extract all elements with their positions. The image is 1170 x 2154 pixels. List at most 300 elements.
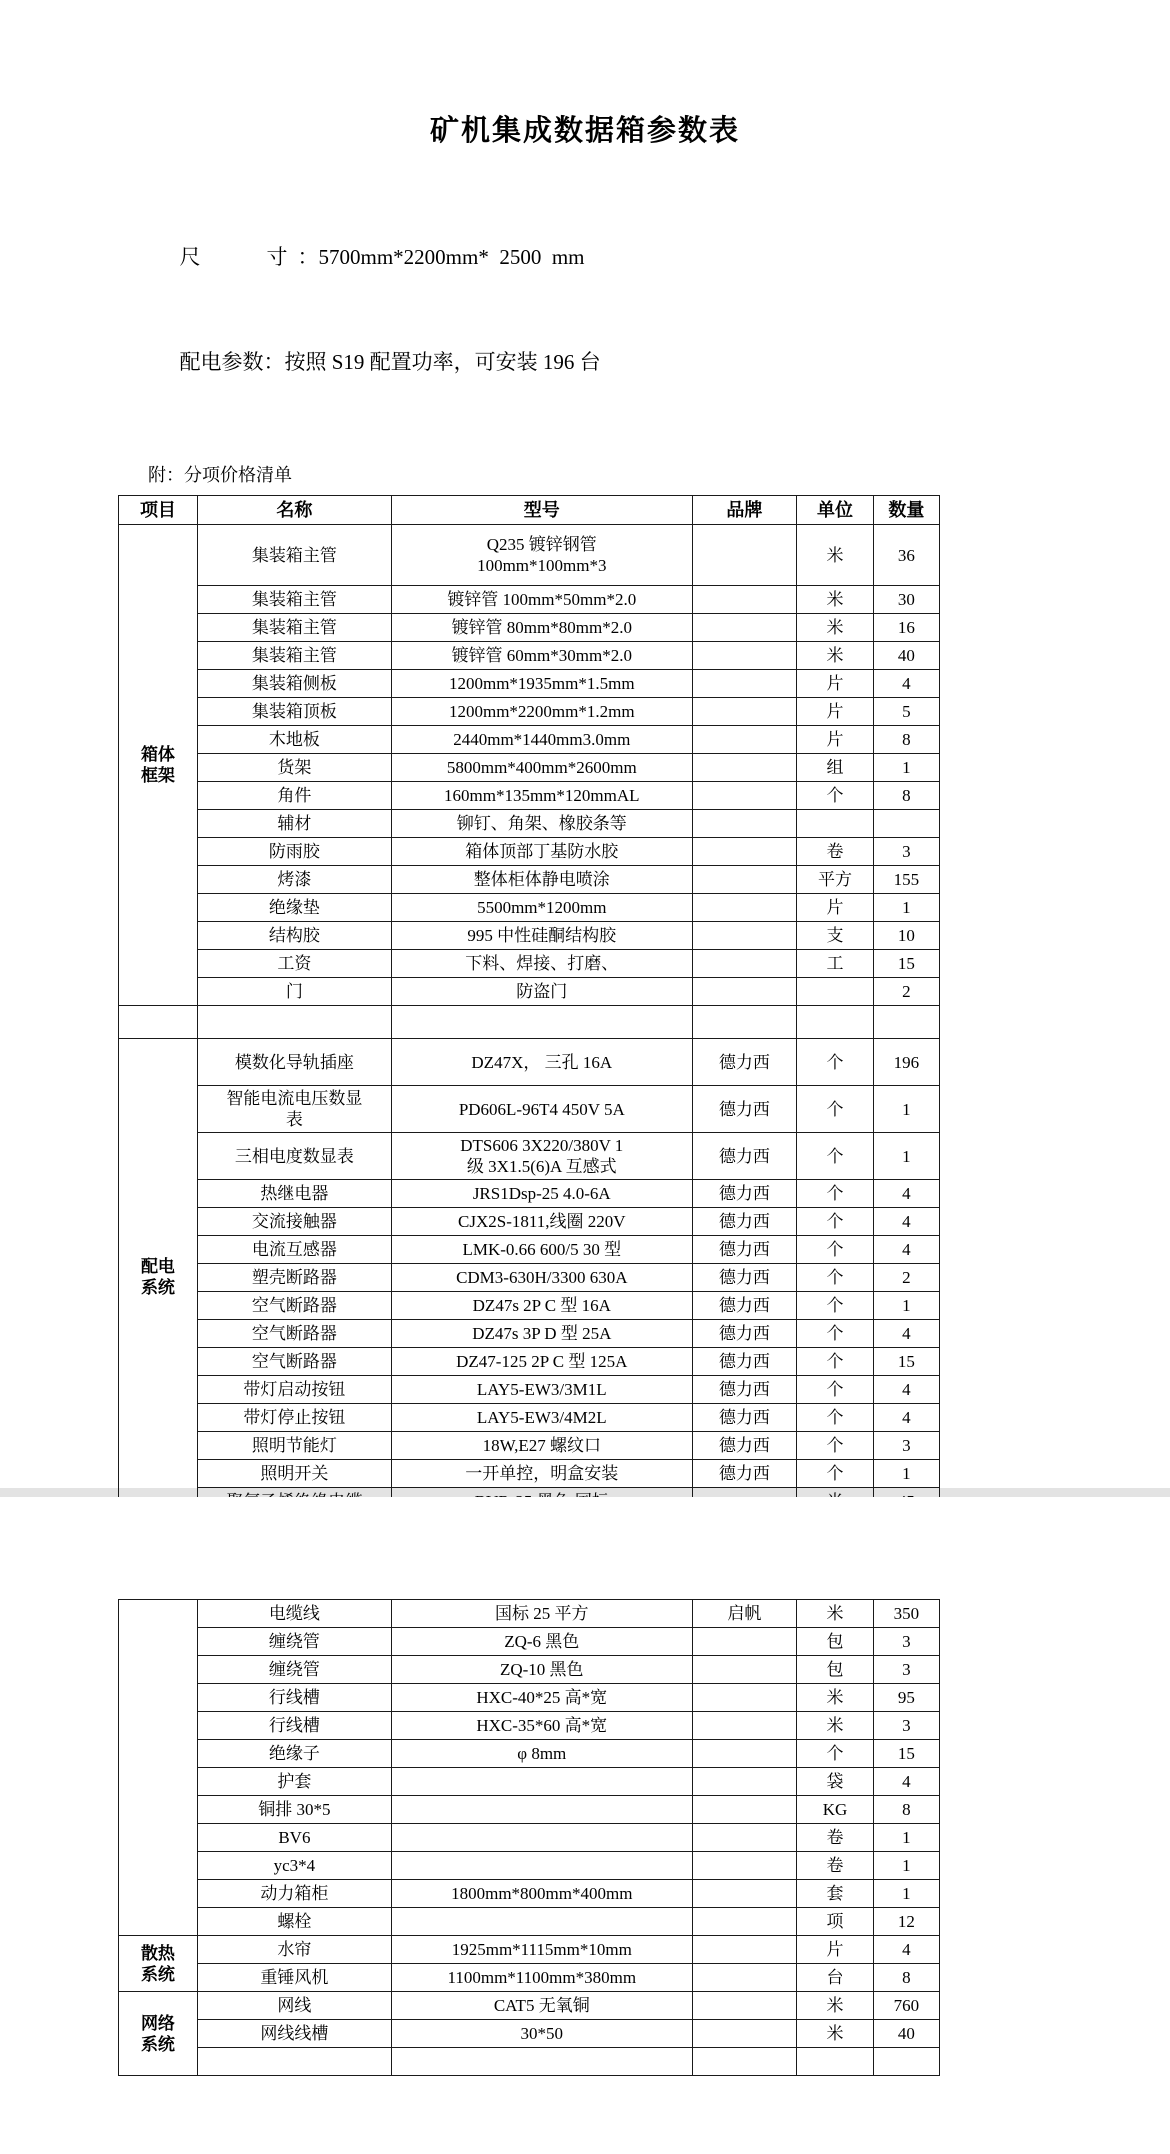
cell-name: yc3*4: [197, 1852, 391, 1880]
cell-model: 160mm*135mm*120mmAL: [391, 782, 692, 810]
cell-model: ZQ-6 黑色: [391, 1628, 692, 1656]
cell-quantity: 5: [873, 698, 939, 726]
cell-unit: 片: [797, 1936, 874, 1964]
cell-model: [391, 1908, 692, 1936]
cell-quantity: 15: [873, 1348, 939, 1376]
cell-unit: 平方: [797, 866, 874, 894]
cell-brand: [692, 838, 796, 866]
cell-model: LAY5-EW3/3M1L: [391, 1376, 692, 1404]
table-row: [119, 670, 940, 698]
cell-model: 18W,E27 螺纹口: [391, 1432, 692, 1460]
cell-model: 30*50: [391, 2020, 692, 2048]
cell-quantity: 1: [873, 894, 939, 922]
cell-brand: 启帆: [692, 1600, 796, 1628]
cell-quantity: 1: [873, 1133, 939, 1180]
cell-quantity: 4: [873, 1320, 939, 1348]
cell-quantity: 2: [873, 978, 939, 1006]
cell-name: 角件: [197, 782, 391, 810]
price-table-page-1: [118, 495, 940, 1516]
cell-name: 防雨胶: [197, 838, 391, 866]
cell-model: 国标 25 平方: [391, 1600, 692, 1628]
table-row: [119, 1348, 940, 1376]
table-row: [119, 642, 940, 670]
cell-quantity: 4: [873, 670, 939, 698]
cell-quantity: 4: [873, 1180, 939, 1208]
cell-brand: [692, 2020, 796, 2048]
spacer-cell: [197, 1006, 391, 1039]
table-row: [119, 1992, 940, 2020]
cell-name: 结构胶: [197, 922, 391, 950]
cell-name: 网线线槽: [197, 2020, 391, 2048]
table-row: [119, 2048, 940, 2076]
table-row: [119, 1086, 940, 1133]
cell-model: 1100mm*1100mm*380mm: [391, 1964, 692, 1992]
cell-unit: KG: [797, 1796, 874, 1824]
cell-brand: [692, 1656, 796, 1684]
cell-brand: 德力西: [692, 1404, 796, 1432]
table-row: [119, 1936, 940, 1964]
cell-model: [391, 2048, 692, 2076]
cell-unit: 米: [797, 1600, 874, 1628]
cell-model: CAT5 无氧铜: [391, 1992, 692, 2020]
cell-name: 集装箱主管: [197, 614, 391, 642]
cell-brand: 德力西: [692, 1432, 796, 1460]
cell-unit: 个: [797, 1086, 874, 1133]
cell-model: 镀锌管 100mm*50mm*2.0: [391, 586, 692, 614]
table-body-page-1: [119, 525, 940, 1516]
cell-quantity: 3: [873, 1656, 939, 1684]
table-row: [119, 1880, 940, 1908]
spacer-cell: [692, 1006, 796, 1039]
cell-brand: [692, 1628, 796, 1656]
cell-quantity: 1: [873, 1852, 939, 1880]
cell-name: 照明节能灯: [197, 1432, 391, 1460]
cell-brand: 德力西: [692, 1180, 796, 1208]
cell-quantity: 4: [873, 1936, 939, 1964]
cell-brand: [692, 1880, 796, 1908]
cell-model: Q235 镀锌钢管 100mm*100mm*3: [391, 525, 692, 586]
cell-name: 空气断路器: [197, 1348, 391, 1376]
cell-brand: [692, 922, 796, 950]
table-row: [119, 1600, 940, 1628]
cell-model: PD606L-96T4 450V 5A: [391, 1086, 692, 1133]
cell-brand: [692, 1852, 796, 1880]
cell-brand: [692, 670, 796, 698]
cell-model: [391, 1852, 692, 1880]
table-row: [119, 614, 940, 642]
cell-quantity: 8: [873, 782, 939, 810]
cell-unit: 套: [797, 1880, 874, 1908]
table-row: [119, 922, 940, 950]
cell-unit: 片: [797, 894, 874, 922]
cell-unit: 米: [797, 586, 874, 614]
cell-unit: 米: [797, 525, 874, 586]
cell-quantity: 760: [873, 1992, 939, 2020]
cell-quantity: 2: [873, 1264, 939, 1292]
cell-brand: [692, 894, 796, 922]
cell-unit: 米: [797, 2020, 874, 2048]
cell-name: 缠绕管: [197, 1628, 391, 1656]
cell-name: 绝缘子: [197, 1740, 391, 1768]
cell-quantity: 4: [873, 1376, 939, 1404]
table-row: [119, 1824, 940, 1852]
table-row: [119, 950, 940, 978]
project-group-cell: [119, 1600, 198, 1936]
table-row: [119, 1628, 940, 1656]
cell-quantity: 4: [873, 1768, 939, 1796]
cell-model: 一开单控，明盒安装: [391, 1460, 692, 1488]
table-row: [119, 1740, 940, 1768]
cell-unit: 米: [797, 642, 874, 670]
cell-quantity: [873, 2048, 939, 2076]
cell-model: 2440mm*1440mm3.0mm: [391, 726, 692, 754]
cell-brand: 德力西: [692, 1208, 796, 1236]
cell-name: 集装箱主管: [197, 586, 391, 614]
document-page-2: [0, 1497, 1170, 2076]
cell-model: φ 8mm: [391, 1740, 692, 1768]
spec-label-size: 尺 寸: [179, 245, 288, 269]
cell-name: 带灯停止按钮: [197, 1404, 391, 1432]
cell-unit: 组: [797, 754, 874, 782]
table-row: [119, 1208, 940, 1236]
cell-quantity: 3: [873, 838, 939, 866]
cell-quantity: 1: [873, 1880, 939, 1908]
spec-label-power: 配电参数: [179, 350, 264, 374]
cell-brand: 德力西: [692, 1133, 796, 1180]
cell-unit: 米: [797, 1684, 874, 1712]
cell-name: 螺栓: [197, 1908, 391, 1936]
attachment-label: 附：分项价格清单: [148, 465, 292, 485]
cell-model: DZ47s 2P C 型 16A: [391, 1292, 692, 1320]
cell-name: 重锤风机: [197, 1964, 391, 1992]
cell-unit: 个: [797, 1180, 874, 1208]
table-header-row: [119, 496, 940, 525]
table-row: [119, 894, 940, 922]
cell-quantity: 15: [873, 1740, 939, 1768]
cell-name: 电缆线: [197, 1600, 391, 1628]
cell-model: 1200mm*1935mm*1.5mm: [391, 670, 692, 698]
cell-quantity: 1: [873, 1824, 939, 1852]
column-header-project: 项目: [119, 496, 198, 525]
cell-brand: [692, 642, 796, 670]
cell-name: 集装箱主管: [197, 642, 391, 670]
cell-name: 木地板: [197, 726, 391, 754]
table-row: [119, 1432, 940, 1460]
cell-model: CJX2S-1811,线圈 220V: [391, 1208, 692, 1236]
cell-unit: 台: [797, 1964, 874, 1992]
table-row: [119, 866, 940, 894]
cell-name: 水帘: [197, 1936, 391, 1964]
cell-brand: [692, 1992, 796, 2020]
cell-unit: 袋: [797, 1768, 874, 1796]
cell-model: 整体柜体静电喷涂: [391, 866, 692, 894]
table-row: [119, 1180, 940, 1208]
table-row: [119, 1376, 940, 1404]
project-group-cell: 配电 系统: [119, 1039, 198, 1516]
cell-name: 网线: [197, 1992, 391, 2020]
table-row: [119, 1852, 940, 1880]
cell-name: [197, 2048, 391, 2076]
cell-quantity: 40: [873, 642, 939, 670]
cell-quantity: 95: [873, 1684, 939, 1712]
cell-unit: 包: [797, 1628, 874, 1656]
table-row: [119, 586, 940, 614]
table-row: [119, 1964, 940, 1992]
table-row: [119, 1236, 940, 1264]
cell-name: 辅材: [197, 810, 391, 838]
section-spacer-row: [119, 1006, 940, 1039]
cell-name: 空气断路器: [197, 1320, 391, 1348]
cell-model: DTS606 3X220/380V 1 级 3X1.5(6)A 互感式: [391, 1133, 692, 1180]
table-row: [119, 978, 940, 1006]
table-row: [119, 782, 940, 810]
cell-model: 1800mm*800mm*400mm: [391, 1880, 692, 1908]
cell-name: 缠绕管: [197, 1656, 391, 1684]
cell-unit: 片: [797, 670, 874, 698]
cell-brand: 德力西: [692, 1460, 796, 1488]
cell-brand: 德力西: [692, 1320, 796, 1348]
cell-name: 电流互感器: [197, 1236, 391, 1264]
cell-name: 塑壳断路器: [197, 1264, 391, 1292]
cell-brand: 德力西: [692, 1236, 796, 1264]
cell-name: 门: [197, 978, 391, 1006]
table-row: [119, 810, 940, 838]
cell-quantity: 8: [873, 1964, 939, 1992]
table-row: [119, 1712, 940, 1740]
spec-block: [0, 205, 1170, 415]
cell-brand: [692, 1908, 796, 1936]
cell-model: LMK-0.66 600/5 30 型: [391, 1236, 692, 1264]
cell-brand: [692, 866, 796, 894]
table-row: [119, 1656, 940, 1684]
cell-unit: 卷: [797, 1852, 874, 1880]
cell-unit: 个: [797, 1133, 874, 1180]
cell-brand: [692, 1824, 796, 1852]
cell-quantity: 1: [873, 1086, 939, 1133]
cell-model: 箱体顶部丁基防水胶: [391, 838, 692, 866]
cell-model: HXC-40*25 高*宽: [391, 1684, 692, 1712]
cell-quantity: 4: [873, 1208, 939, 1236]
cell-unit: 项: [797, 1908, 874, 1936]
cell-name: 绝缘垫: [197, 894, 391, 922]
cell-model: HXC-35*60 高*宽: [391, 1712, 692, 1740]
cell-brand: 德力西: [692, 1292, 796, 1320]
column-header-model: 型号: [391, 496, 692, 525]
cell-unit: 卷: [797, 838, 874, 866]
cell-model: [391, 1824, 692, 1852]
table-row: [119, 698, 940, 726]
cell-brand: [692, 1796, 796, 1824]
cell-model: [391, 1768, 692, 1796]
cell-model: 镀锌管 80mm*80mm*2.0: [391, 614, 692, 642]
table-row: [119, 1039, 940, 1086]
cell-unit: 米: [797, 614, 874, 642]
cell-unit: 个: [797, 1460, 874, 1488]
table-row: [119, 1404, 940, 1432]
cell-brand: [692, 950, 796, 978]
project-group-cell: 网络 系统: [119, 1992, 198, 2076]
cell-model: 铆钉、角架、橡胶条等: [391, 810, 692, 838]
cell-unit: 米: [797, 1712, 874, 1740]
table-row: [119, 1684, 940, 1712]
cell-brand: 德力西: [692, 1348, 796, 1376]
table-row: [119, 1320, 940, 1348]
table-row: [119, 1292, 940, 1320]
cell-name: 交流接触器: [197, 1208, 391, 1236]
cell-quantity: 155: [873, 866, 939, 894]
cell-brand: [692, 726, 796, 754]
cell-name: BV6: [197, 1824, 391, 1852]
spacer-cell: [797, 1006, 874, 1039]
spec-value-power: 按照 S19 配置功率，可安装 196 台: [284, 350, 601, 374]
cell-name: 三相电度数显表: [197, 1133, 391, 1180]
cell-quantity: 4: [873, 1404, 939, 1432]
cell-quantity: 196: [873, 1039, 939, 1086]
cell-quantity: 3: [873, 1628, 939, 1656]
cell-name: 热继电器: [197, 1180, 391, 1208]
cell-quantity: 3: [873, 1712, 939, 1740]
spec-sep-1: ：: [297, 245, 319, 269]
cell-name: 集装箱主管: [197, 525, 391, 586]
cell-unit: 片: [797, 698, 874, 726]
cell-brand: 德力西: [692, 1376, 796, 1404]
cell-brand: [692, 2048, 796, 2076]
cell-quantity: 12: [873, 1908, 939, 1936]
spec-value-dimensions: 5700mm*2200mm* 2500 mm: [318, 245, 585, 269]
cell-brand: [692, 1768, 796, 1796]
cell-name: 集装箱侧板: [197, 670, 391, 698]
cell-unit: 片: [797, 726, 874, 754]
table-row: [119, 1908, 940, 1936]
cell-unit: 个: [797, 1208, 874, 1236]
cell-brand: [692, 810, 796, 838]
cell-name: 行线槽: [197, 1712, 391, 1740]
cell-unit: 个: [797, 782, 874, 810]
spec-sep-2: ：: [263, 350, 285, 374]
column-header-name: 名称: [197, 496, 391, 525]
cell-unit: 个: [797, 1264, 874, 1292]
cell-quantity: 1: [873, 1460, 939, 1488]
table-row: [119, 1796, 940, 1824]
cell-name: 智能电流电压数显 表: [197, 1086, 391, 1133]
column-header-unit: 单位: [797, 496, 874, 525]
cell-name: 带灯启动按钮: [197, 1376, 391, 1404]
cell-brand: [692, 1684, 796, 1712]
cell-model: 5800mm*400mm*2600mm: [391, 754, 692, 782]
spacer-cell: [873, 1006, 939, 1039]
cell-unit: 工: [797, 950, 874, 978]
cell-model: JRS1Dsp-25 4.0-6A: [391, 1180, 692, 1208]
cell-model: LAY5-EW3/4M2L: [391, 1404, 692, 1432]
cell-name: 动力箱柜: [197, 1880, 391, 1908]
cell-quantity: 1: [873, 1292, 939, 1320]
cell-name: 工资: [197, 950, 391, 978]
table-row: [119, 838, 940, 866]
cell-brand: [692, 586, 796, 614]
cell-brand: [692, 698, 796, 726]
cell-name: 货架: [197, 754, 391, 782]
cell-quantity: 350: [873, 1600, 939, 1628]
table-row: [119, 1133, 940, 1180]
cell-model: 镀锌管 60mm*30mm*2.0: [391, 642, 692, 670]
cell-quantity: 16: [873, 614, 939, 642]
cell-unit: 卷: [797, 1824, 874, 1852]
cell-brand: 德力西: [692, 1264, 796, 1292]
cell-name: 集装箱顶板: [197, 698, 391, 726]
cell-quantity: 1: [873, 754, 939, 782]
cell-brand: 德力西: [692, 1086, 796, 1133]
cell-brand: [692, 1740, 796, 1768]
cell-model: [391, 1796, 692, 1824]
table-row: [119, 2020, 940, 2048]
page-title: 矿机集成数据箱参数表: [429, 115, 740, 147]
cell-unit: 支: [797, 922, 874, 950]
cell-unit: [797, 810, 874, 838]
cell-quantity: 15: [873, 950, 939, 978]
cell-unit: 个: [797, 1236, 874, 1264]
cell-unit: 个: [797, 1039, 874, 1086]
cell-unit: 个: [797, 1320, 874, 1348]
cell-model: 下料、焊接、打磨、: [391, 950, 692, 978]
cell-name: 模数化导轨插座: [197, 1039, 391, 1086]
cell-model: 995 中性硅酮结构胶: [391, 922, 692, 950]
cell-brand: [692, 614, 796, 642]
spec-line-power: [148, 310, 1170, 415]
cell-model: ZQ-10 黑色: [391, 1656, 692, 1684]
cell-name: 烤漆: [197, 866, 391, 894]
price-table-page-2: [118, 1599, 940, 2076]
cell-quantity: 8: [873, 1796, 939, 1824]
cell-model: 5500mm*1200mm: [391, 894, 692, 922]
cell-name: 铜排 30*5: [197, 1796, 391, 1824]
cell-model: 防盗门: [391, 978, 692, 1006]
cell-unit: 个: [797, 1348, 874, 1376]
table-row: [119, 1768, 940, 1796]
cell-unit: 个: [797, 1292, 874, 1320]
cell-quantity: 36: [873, 525, 939, 586]
cell-brand: [692, 525, 796, 586]
cell-unit: 米: [797, 1992, 874, 2020]
spacer-cell: [391, 1006, 692, 1039]
table-row: [119, 525, 940, 586]
cell-quantity: 4: [873, 1236, 939, 1264]
cell-name: 行线槽: [197, 1684, 391, 1712]
column-header-qty: 数量: [873, 496, 939, 525]
column-header-brand: 品牌: [692, 496, 796, 525]
cell-brand: [692, 1964, 796, 1992]
cell-name: 护套: [197, 1768, 391, 1796]
project-group-cell: 散热 系统: [119, 1936, 198, 1992]
cell-name: 空气断路器: [197, 1292, 391, 1320]
cell-unit: [797, 978, 874, 1006]
table-row: [119, 1264, 940, 1292]
cell-unit: 个: [797, 1376, 874, 1404]
cell-brand: [692, 754, 796, 782]
cell-brand: [692, 978, 796, 1006]
table-row: [119, 726, 940, 754]
cell-quantity: 30: [873, 586, 939, 614]
cell-model: 1925mm*1115mm*10mm: [391, 1936, 692, 1964]
cell-model: DZ47-125 2P C 型 125A: [391, 1348, 692, 1376]
table-row: [119, 754, 940, 782]
cell-name: 照明开关: [197, 1460, 391, 1488]
cell-quantity: [873, 810, 939, 838]
cell-brand: [692, 782, 796, 810]
cell-quantity: 40: [873, 2020, 939, 2048]
table-body-page-2: [119, 1600, 940, 2076]
cell-unit: 包: [797, 1656, 874, 1684]
spacer-cell: [119, 1006, 198, 1039]
